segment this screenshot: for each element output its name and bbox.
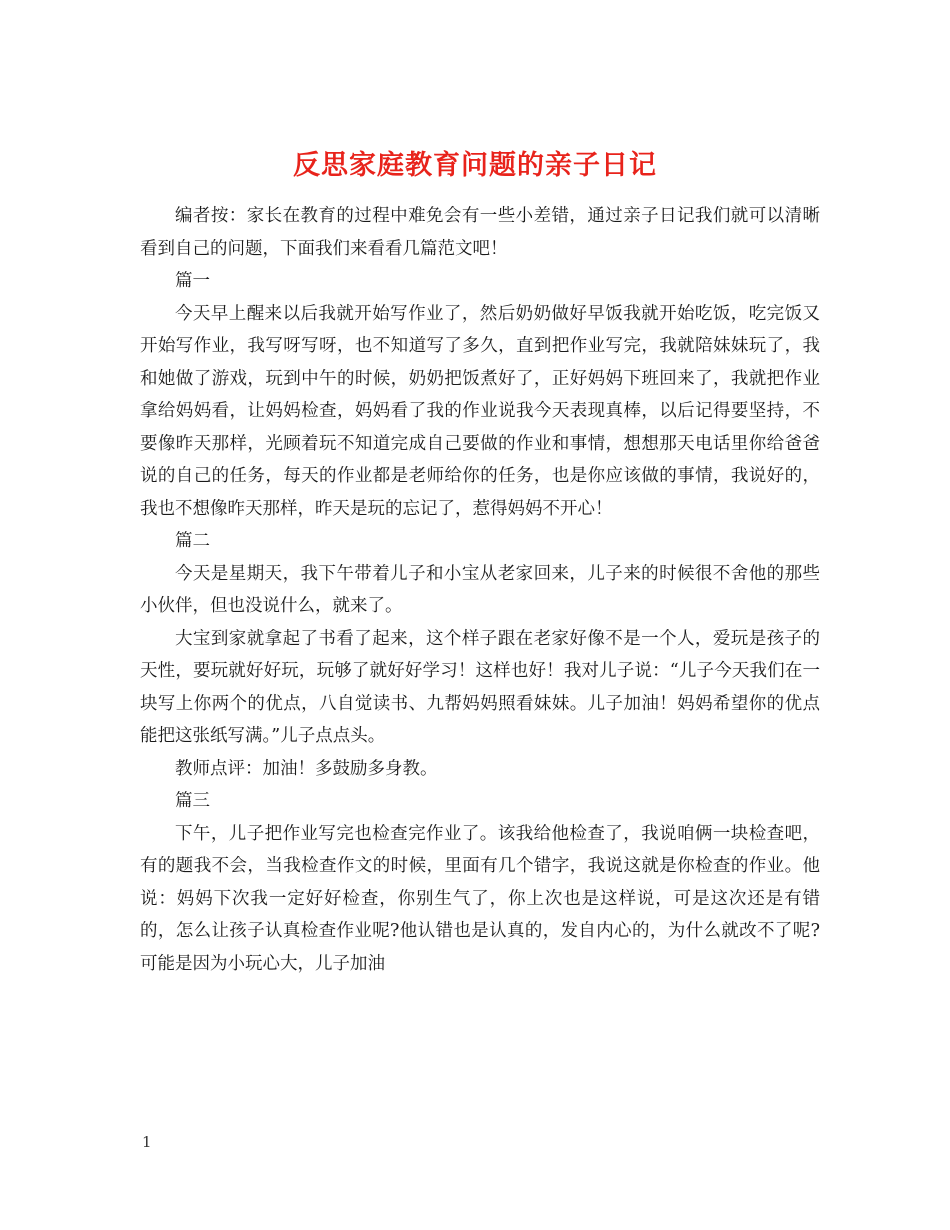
section-heading-3: 篇三 (175, 791, 210, 811)
paragraph-teacher-comment: 教师点评：加油！多鼓励多身教。 (175, 758, 438, 779)
paragraph-editor-note: 编者按：家长在教育的过程中难免会有一些小差错，通过亲子日记我们就可以清晰看到自己的问题，下面我们来看看几篇范文吧！ (140, 206, 820, 259)
document-body (140, 200, 820, 980)
paragraph-section-3: 下午，儿子把作业写完也检查完作业了。该我给他检查了，我说咱俩一块检查吧，有的题我不会，当我检查作文的时候，里面有几个错字，我说这就是你检查的作业。他说：妈妈下次我一定好好检查，你别生气了，你上次也是这样说，可是这次还是有错的，怎么让孩子认真检查作业呢?他认错也是认真的，发自内心的，为什么就改不了呢?可能是因为小玩心大，儿子加油 (140, 823, 820, 974)
document-title: 反思家庭教育问题的亲子日记 (293, 150, 657, 182)
paragraph-section-2-b: 大宝到家就拿起了书看了起来，这个样子跟在老家好像不是一个人，爱玩是孩子的天性，要玩就好好玩，玩够了就好好学习！这样也好！我对儿子说：“儿子今天我们在一块写上你两个的优点，八自觉读书、九帮妈妈照看妹妹。儿子加油！妈妈希望你的优点能把这张纸写满。”儿子点点头。 (140, 628, 820, 746)
paragraph-section-2-a: 今天是星期天，我下午带着儿子和小宝从老家回来，儿子来的时候很不舍他的那些小伙伴，但也没说什么，就来了。 (140, 563, 820, 616)
page-number: 1 (142, 1133, 152, 1151)
paragraph-section-1: 今天早上醒来以后我就开始写作业了，然后奶奶做好早饭我就开始吃饭，吃完饭又开始写作业，我写呀写呀，也不知道写了多久，直到把作业写完，我就陪妹妹玩了，我和她做了游戏，玩到中午的时候，奶奶把饭煮好了，正好妈妈下班回来了，我就把作业拿给妈妈看，让妈妈检查，妈妈看了我的作业说我今天表现真棒，以后记得要坚持，不要像昨天那样，光顾着玩不知道完成自己要做的作业和事情，想想那天电话里你给爸爸说的自己的任务，每天的作业都是老师给你的任务，也是你应该做的事情，我说好的，我也不想像昨天那样，昨天是玩的忘记了，惹得妈妈不开心！ (140, 303, 820, 519)
section-heading-1: 篇一 (175, 271, 210, 291)
section-heading-2: 篇二 (175, 531, 210, 551)
